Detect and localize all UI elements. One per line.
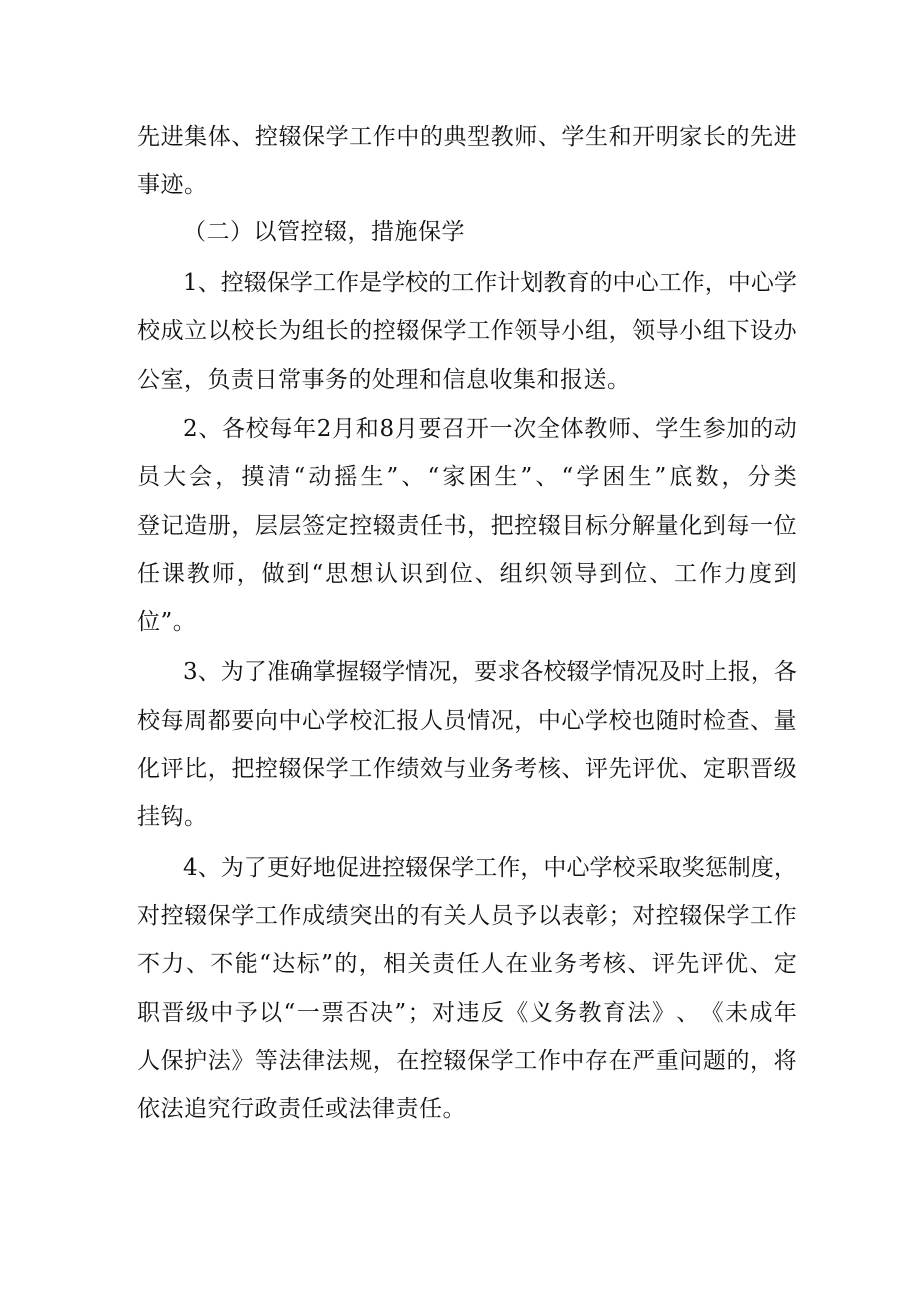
text-line: 校 每 周 都 要 向 中 心 学 校 汇 报 人 员 情 况 ， 中 心 学 校 也 随 时 检 查 、 量 (137, 708, 797, 734)
text-line: 人 保 护 法 》 等 法 律 法 规 ， 在 控 辍 保 学 工 作 中 存 在 严 重 问 题 的 ， 将 (137, 1048, 797, 1074)
text-line: 3 、 为 了 准 确 掌 握 辍 学 情 况 ， 要 求 各 校 辍 学 情 况 及 时 上 报 ， 各 (183, 659, 797, 685)
text-line: 依法追究行政责任或法律责任。 (137, 1096, 466, 1122)
text-line: 4 、 为 了 更 好 地 促 进 控 辍 保 学 工 作 ， 中 心 学 校 采 取 奖 惩 制 度 ， (183, 855, 797, 881)
text-line: 任 课 教 师 ， 做 到 “ 思 想 认 识 到 位 、 组 织 领 导 到 位 、 工 作 力 度 到 (137, 561, 797, 587)
text-line: 化 评 比 ， 把 控 辍 保 学 工 作 绩 效 与 业 务 考 核 、 评 先 评 优 、 定 职 晋 级 (137, 756, 797, 782)
text-line: 对 控 辍 保 学 工 作 成 绩 突 出 的 有 关 人 员 予 以 表 彰 ； 对 控 辍 保 学 工 作 (137, 903, 797, 929)
text-line: 位”。 (137, 609, 197, 635)
text-line: 事迹。 (137, 172, 208, 198)
text-line: 挂钩。 (137, 804, 208, 830)
section-heading: （二）以管控辍，措施保学 (183, 219, 465, 245)
text-line: 公室，负责日常事务的处理和信息收集和报送。 (137, 367, 631, 393)
text-line: 先 进 集 体 、 控 辍 保 学 工 作 中 的 典 型 教 师 、 学 生 和 开 明 家 长 的 先 进 (137, 124, 797, 150)
text-line: 职 晋 级 中 予 以 “ 一 票 否 决 ” ； 对 违 反 《 义 务 教 育 法 》 、 《 未 成 年 (137, 1000, 797, 1026)
text-line: 登 记 造 册 ， 层 层 签 定 控 辍 责 任 书 ， 把 控 辍 目 标 分 解 量 化 到 每 一 位 (137, 513, 797, 539)
text-line: 员 大 会 ， 摸 清 “ 动 摇 生 ” 、 “ 家 困 生 ” 、 “ 学 困 生 ” 底 数 ， 分 类 (137, 464, 797, 490)
text-line: 不 力 、 不 能 “ 达 标 ” 的 ， 相 关 责 任 人 在 业 务 考 核 、 评 先 评 优 、 定 (137, 951, 797, 977)
text-line: 校 成 立 以 校 长 为 组 长 的 控 辍 保 学 工 作 领 导 小 组 ， 领 导 小 组 下 设 办 (137, 318, 797, 344)
text-line: 1 、 控 辍 保 学 工 作 是 学 校 的 工 作 计 划 教 育 的 中 心 工 作 ， 中 心 学 (183, 270, 797, 296)
text-line: 2 、 各 校 每 年 2 月 和 8 月 要 召 开 一 次 全 体 教 师 、 学 生 参 加 的 动 (183, 416, 797, 442)
